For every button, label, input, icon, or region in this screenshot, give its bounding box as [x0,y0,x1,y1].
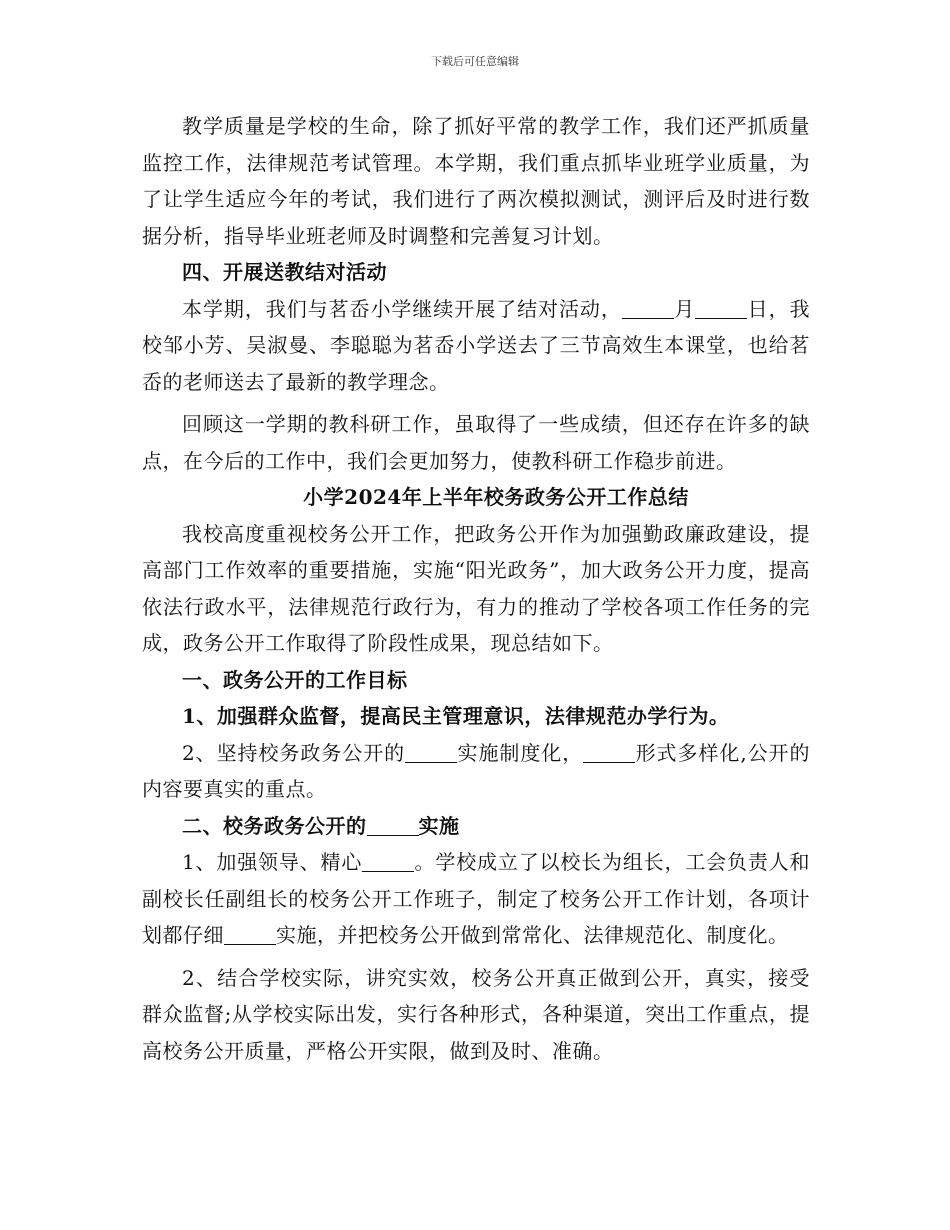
blank-line [362,851,414,872]
text-fragment: 1、加强领导、精心 [182,850,363,874]
blank-line [695,298,747,319]
text-fragment: 日，我校邹小芳、吴淑曼、李聪聪为茗岙小学送去了三节高效生本课堂，也给茗岙的老师送去了最新的教学理念。 [142,296,811,394]
text-fragment: 本学期，我们与茗岙小学继续开展了结对活动， [182,296,622,321]
text-fragment: 2、坚持校务政务公开的 [182,740,406,765]
paragraph-teaching-quality: 教学质量是学校的生命，除了抓好平常的教学工作，我们还严抓质量监控工作，法律规范考试管理。本学期，我们重点抓毕业班学业质量，为了让学生适应今年的考试，我们进行了两次模拟测试，测评后及时进行数据分析，指导毕业班老师及时调整和完善复习计划。 [142,114,810,248]
heading-work-goals: 一、政务公开的工作目标 [182,667,408,692]
blank-line [367,815,419,836]
blank-line [224,924,276,945]
heading-section-two [142,808,810,845]
blank-line [622,298,674,319]
paragraph-introduction: 我校高度重视校务公开工作，把政务公开作为加强勤政廉政建设，提高部门工作效率的重要措施，实施“阳光政务”，加大政务公开力度，提高依法行政水平，法律规范行政行为，有力的推动了学校各项工作任务的完成，政务公开工作取得了阶段性成果，现总结如下。 [142,521,810,655]
text-fragment: 实施制度化， [457,740,584,765]
blank-line [405,742,457,763]
text-fragment: 形式多样化,公开的内容要真实的重点。 [142,740,810,801]
page-header: 下载后可任意编辑 [431,55,519,68]
heading-section-four: 四、开展送教结对活动 [182,260,387,284]
heading-goal-one: 1、加强群众监督，提高民主管理意识，法律规范办学行为。 [182,704,730,728]
paragraph-pairing-activity [142,291,810,401]
paragraph-review: 回顾这一学期的教科研工作，虽取得了一些成绩，但还存在许多的缺点，在今后的工作中，我们会更加努力，使教科研工作稳步前进。 [142,412,810,473]
paragraph-leadership [142,844,810,954]
text-fragment: 月 [673,296,696,321]
blank-line [583,742,635,763]
document-body [142,108,810,1069]
paragraph-practical-results: 2、结合学校实际，讲究实效，校务公开真正做到公开，真实，接受群众监督;从学校实际出发，实行各种形式，各种渠道，突出工作重点，提高校务公开质量，严格公开实限，做到及时、准确。 [142,965,810,1063]
text-fragment: 二、校务政务公开的 [182,813,367,838]
paragraph-goal-two [142,735,810,808]
text-fragment: 实施 [418,813,460,838]
text-fragment: 。学校成立了以校长为组长，工会负责人和副校长任副组长的校务公开工作班子，制定了校务公开工作计划，各项计划都仔细 [142,850,810,947]
text-fragment: 实施，并把校务公开做到常常化、法律规范化、制度化。 [276,923,789,947]
document-title: 小学2024年上半年校务政务公开工作总结 [303,485,689,509]
